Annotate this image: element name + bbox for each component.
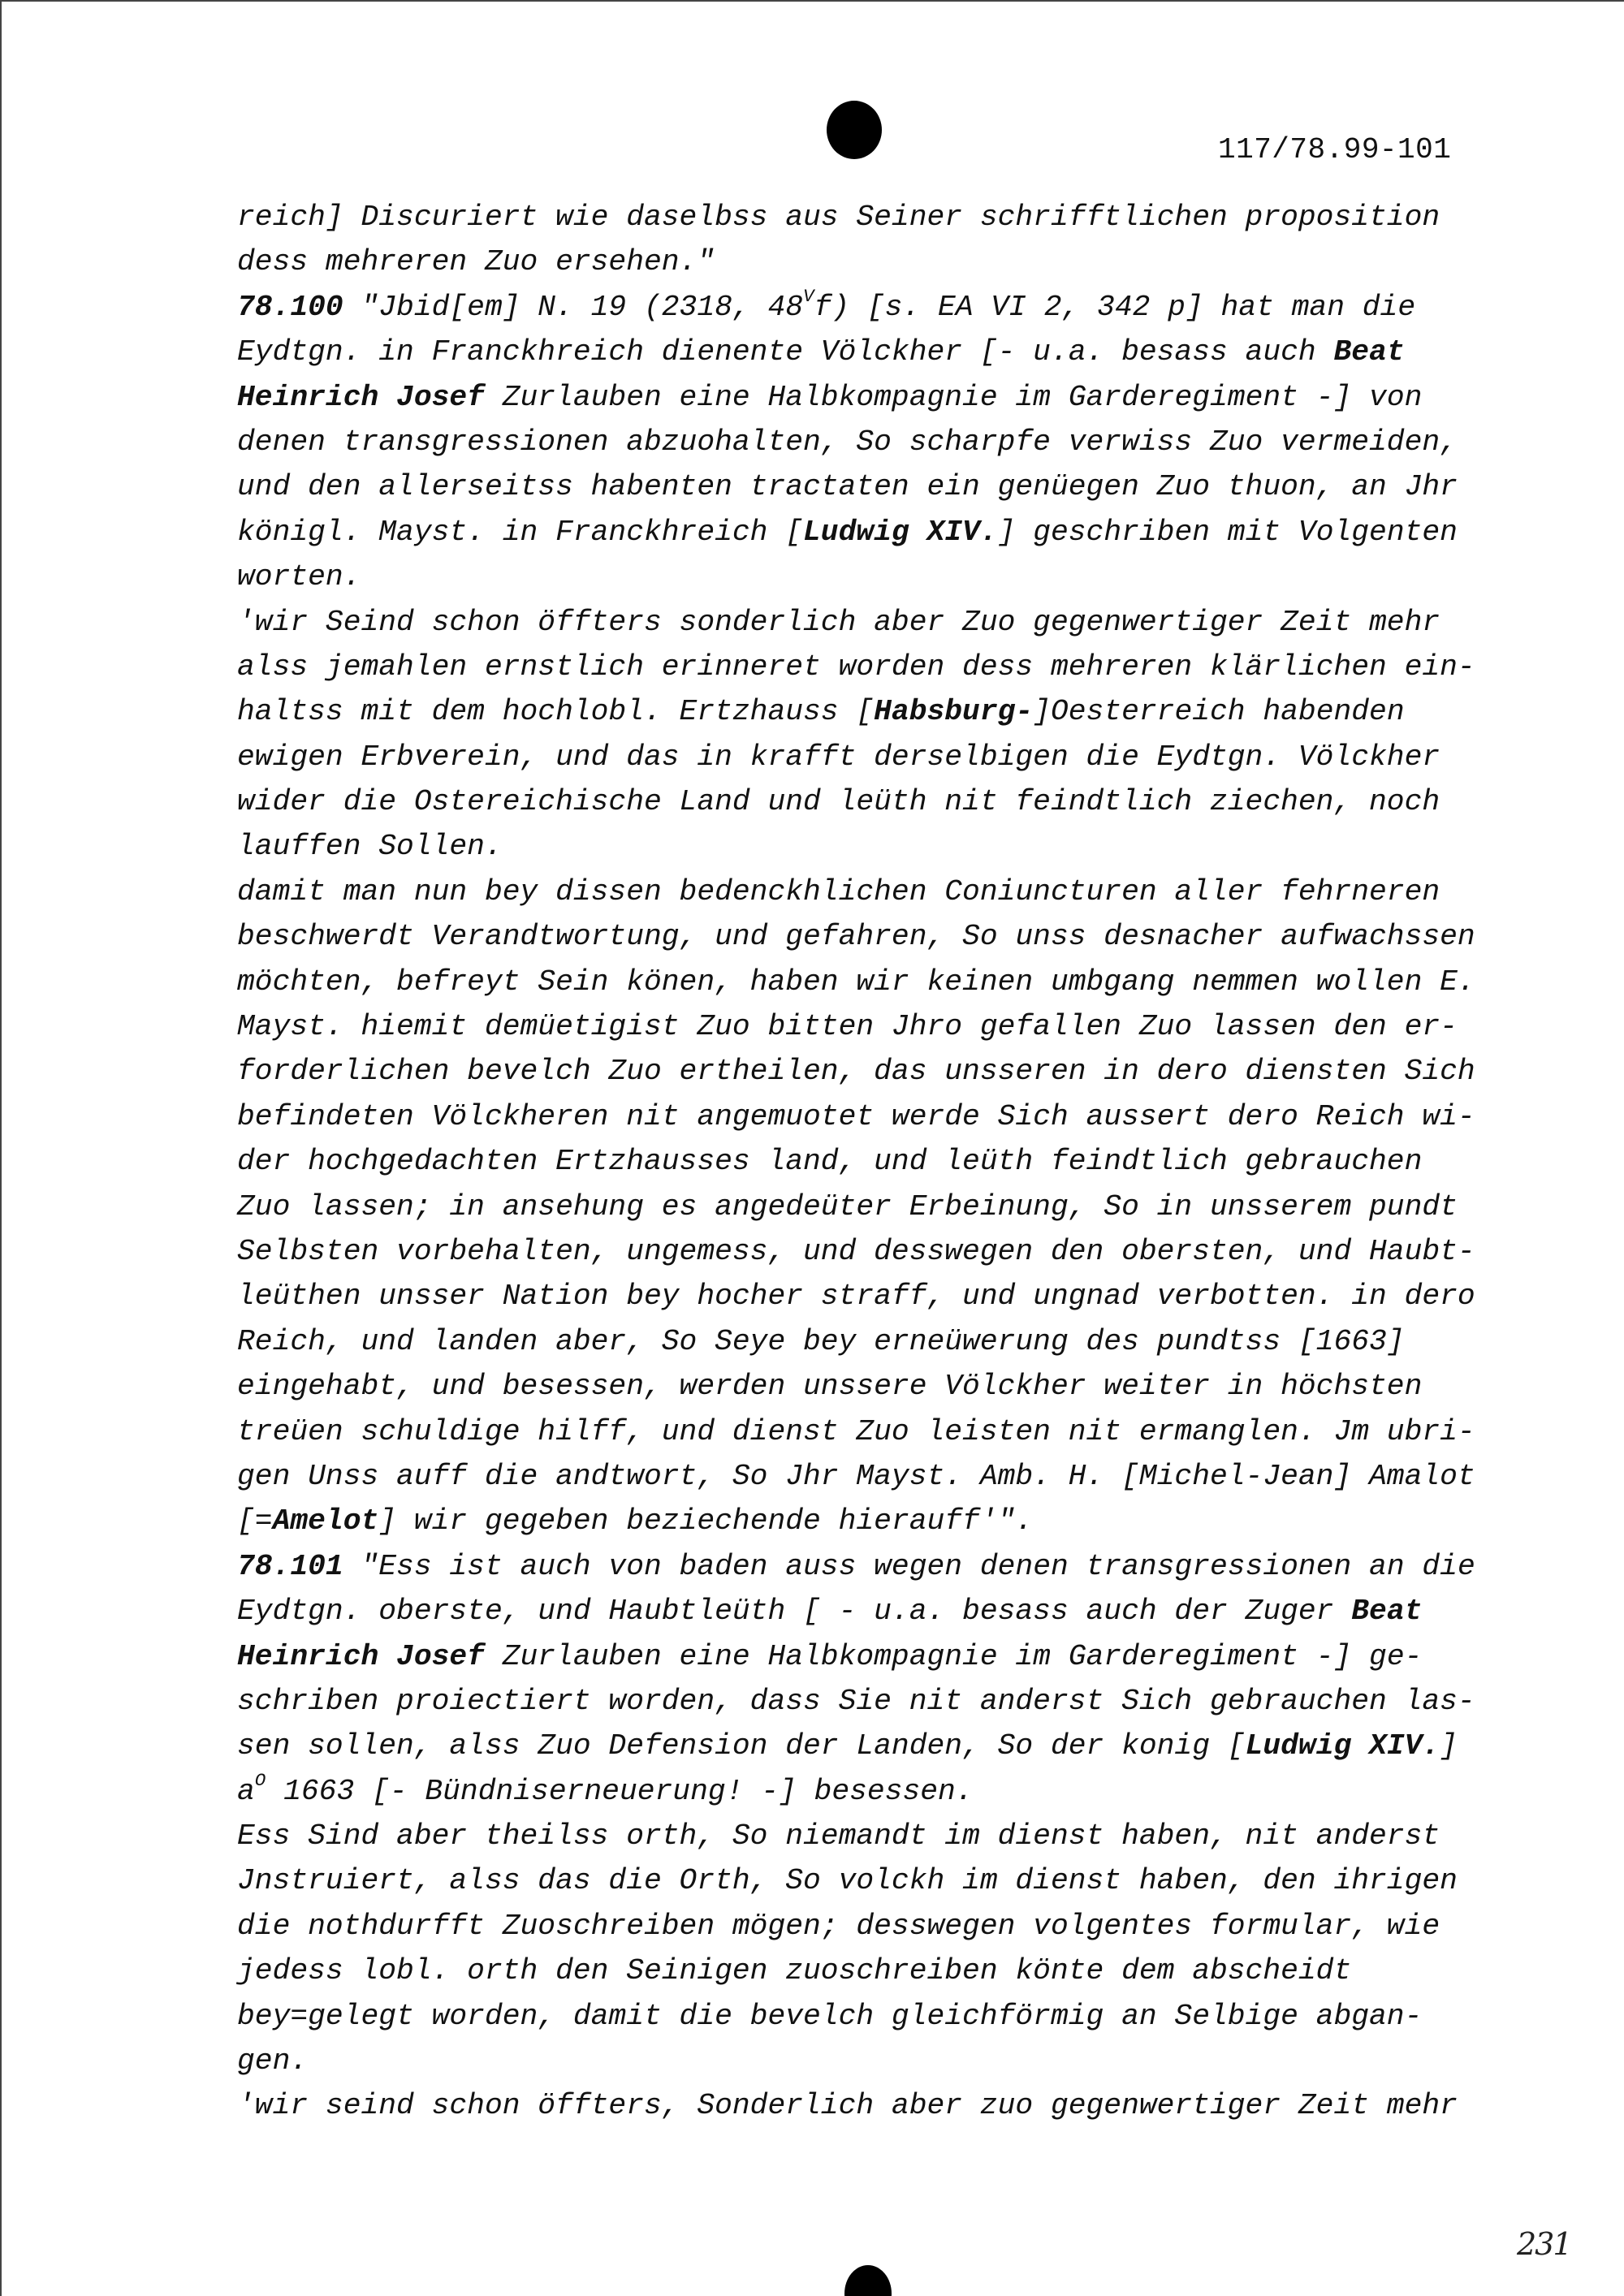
text-line <box>237 870 1504 914</box>
bold-text-run: Heinrich Josef <box>237 380 485 414</box>
text-line <box>237 2083 1504 2128</box>
text-run: eingehabt, und besessen, werden unssere Völckher weiter in höchsten <box>237 1370 1423 1404</box>
handwritten-page-number: 231 <box>1517 2226 1571 2262</box>
text-run: Mayst. hiemit demüetigist Zuo bitten Jhro gefallen Zuo lassen den er- <box>237 1010 1458 1044</box>
text-line <box>237 1139 1504 1184</box>
text-run: [= <box>237 1504 273 1539</box>
text-line <box>237 645 1504 689</box>
text-run: königl. Mayst. in Franckhreich [ <box>237 515 804 549</box>
text-run: dess mehreren Zuo ersehen." <box>237 245 715 279</box>
text-line <box>237 1544 1504 1589</box>
text-run: ] wir gegeben beziechende hierauff'". <box>378 1504 1034 1539</box>
text-run: a <box>237 1774 255 1808</box>
text-line <box>237 960 1504 1004</box>
text-line <box>237 1814 1504 1858</box>
text-line <box>237 600 1504 645</box>
text-run: der hochgedachten Ertzhausses land, und leüth feindtlich gebrauchen <box>237 1145 1423 1179</box>
text-line <box>237 1004 1504 1049</box>
text-line <box>237 1994 1504 2039</box>
scan-edge-top <box>0 0 1624 2</box>
text-line <box>237 914 1504 959</box>
text-line <box>237 375 1504 420</box>
text-run: gen Unss auff die andtwort, So Jhr Mayst. Amb. H. [Michel-Jean] Amalot <box>237 1459 1475 1493</box>
text-line <box>237 1185 1504 1229</box>
text-line <box>237 1229 1504 1274</box>
text-run: und den allerseitss habenten tractaten ein genüegen Zuo thuon, an Jhr <box>237 470 1458 504</box>
text-run: denen transgressionen abzuohalten, So scharpfe verwiss Zuo vermeiden, <box>237 425 1458 459</box>
punch-hole-bottom <box>844 2265 892 2296</box>
text-run: Reich, und landen aber, So Seye bey erneüwerung des pundtss [1663] <box>237 1324 1405 1358</box>
text-line <box>237 1949 1504 1993</box>
text-run: wider die Ostereichische Land und leüth nit feindtlich ziechen, noch <box>237 785 1440 819</box>
bold-text-run: Ludwig XIV. <box>1245 1729 1440 1763</box>
text-line <box>237 285 1504 330</box>
text-run: ] geschriben mit Volgenten <box>997 515 1458 549</box>
text-line <box>237 195 1504 240</box>
text-run: 'wir Seind schon öffters sonderlich aber Zuo gegenwertiger Zeit mehr <box>237 605 1440 639</box>
text-line <box>237 1094 1504 1139</box>
text-run: "Jbid[em] N. 19 (2318, 48 <box>343 290 804 324</box>
text-line <box>237 1769 1504 1814</box>
text-line <box>237 1499 1504 1543</box>
text-run: Ess Sind aber theilss orth, So niemandt im dienst haben, nit anderst <box>237 1819 1440 1854</box>
text-run: Zuo lassen; in ansehung es angedeüter Erbeinung, So in unsserem pundt <box>237 1189 1458 1224</box>
text-run: gen. <box>237 2044 309 2078</box>
text-line <box>237 1454 1504 1499</box>
text-run: Zurlauben eine Halbkompagnie im Garderegiment -] ge- <box>484 1639 1423 1673</box>
text-run: sen sollen, alss Zuo Defension der Landen, So der konig [ <box>237 1729 1246 1763</box>
text-run: alss jemahlen ernstlich erinneret worden dess mehreren klärlichen ein- <box>237 650 1475 684</box>
scan-edge-left <box>0 0 2 2296</box>
text-run: schriben proiectiert worden, dass Sie nit anderst Sich gebrauchen las- <box>237 1684 1475 1718</box>
text-line <box>237 779 1504 824</box>
text-line <box>237 1274 1504 1318</box>
text-run: befindeten Völckheren nit angemuotet werde Sich aussert dero Reich wi- <box>237 1099 1475 1133</box>
punch-hole-top <box>827 101 882 159</box>
bold-text-run: Beat <box>1333 335 1405 369</box>
text-run: möchten, befreyt Sein könen, haben wir keinen umbgang nemmen wollen E. <box>237 965 1475 999</box>
text-line <box>237 420 1504 464</box>
text-line <box>237 2039 1504 2083</box>
text-line <box>237 1724 1504 1768</box>
text-run: lauffen Sollen. <box>237 830 503 864</box>
text-run: beschwerdt Verandtwortung, und gefahren, So unss desnacher aufwachssen <box>237 920 1475 954</box>
bold-text-run: 78.100 <box>237 290 343 324</box>
text-run: haltss mit dem hochlobl. Ertzhauss [ <box>237 695 875 729</box>
superscript: O <box>254 1770 266 1792</box>
text-line <box>237 1319 1504 1364</box>
bold-text-run: Habsburg- <box>874 695 1034 729</box>
text-line <box>237 330 1504 374</box>
text-line <box>237 1904 1504 1949</box>
text-line <box>237 689 1504 734</box>
text-line <box>237 1679 1504 1724</box>
text-run: jedess lobl. orth den Seinigen zuoschreiben könte dem abscheidt <box>237 1954 1352 1988</box>
text-line <box>237 735 1504 779</box>
text-line <box>237 1858 1504 1903</box>
text-line <box>237 240 1504 284</box>
text-run: die nothdurfft Zuoschreiben mögen; desswegen volgentes formular, wie <box>237 1909 1440 1943</box>
text-run: damit man nun bey dissen bedenckhlichen Coniuncturen aller fehrneren <box>237 874 1440 908</box>
text-run: 'wir seind schon öffters, Sonderlich aber zuo gegenwertiger Zeit mehr <box>237 2089 1458 2123</box>
text-run: "Ess ist auch von baden auss wegen denen transgressionen an die <box>343 1549 1475 1583</box>
text-line <box>237 1049 1504 1094</box>
text-run: bey=gelegt worden, damit die bevelch gleichförmig an Selbige abgan- <box>237 1999 1423 2033</box>
text-run: treüen schuldige hilff, und dienst Zuo leisten nit ermanglen. Jm ubri- <box>237 1414 1475 1448</box>
text-run: ] <box>1440 1729 1458 1763</box>
text-run: reich] Discuriert wie daselbss aus Seiner schrifftlichen proposition <box>237 201 1440 234</box>
superscript: V <box>803 286 814 308</box>
document-reference: 117/78.99-101 <box>1218 133 1452 166</box>
text-run: Eydtgn. oberste, und Haubtleüth [ - u.a. besass auch der Zuger <box>237 1595 1352 1629</box>
text-run: Eydtgn. in Franckhreich dienente Völckher [- u.a. besass auch <box>237 335 1334 369</box>
text-run: Zurlauben eine Halbkompagnie im Garderegiment -] von <box>484 380 1423 414</box>
text-run: ]Oesterreich habenden <box>1033 695 1405 729</box>
document-body <box>237 195 1504 2129</box>
bold-text-run: Beat <box>1351 1595 1423 1629</box>
text-line <box>237 510 1504 555</box>
text-run: Selbsten vorbehalten, ungemess, und desswegen den obersten, und Haubt- <box>237 1234 1475 1268</box>
bold-text-run: Amelot <box>272 1504 379 1539</box>
text-run: leüthen unsser Nation bey hocher straff, und ungnad verbotten. in dero <box>237 1280 1475 1314</box>
bold-text-run: Heinrich Josef <box>237 1639 485 1673</box>
bold-text-run: Ludwig XIV. <box>803 515 998 549</box>
bold-text-run: 78.101 <box>237 1549 343 1583</box>
text-run: worten. <box>237 560 361 594</box>
text-line <box>237 1409 1504 1454</box>
text-run: f) [s. EA VI 2, 342 p] hat man die <box>814 290 1416 324</box>
text-line <box>237 1634 1504 1679</box>
text-run: forderlichen bevelch Zuo ertheilen, das unsseren in dero diensten Sich <box>237 1055 1475 1089</box>
text-line <box>237 824 1504 869</box>
text-line <box>237 1589 1504 1634</box>
text-run: ewigen Erbverein, und das in krafft derselbigen die Eydtgn. Völckher <box>237 740 1440 774</box>
text-line <box>237 1364 1504 1409</box>
text-run: Jnstruiert, alss das die Orth, So volckh im dienst haben, den ihrigen <box>237 1864 1458 1898</box>
text-line <box>237 555 1504 599</box>
text-line <box>237 464 1504 509</box>
text-run: 1663 [- Bündniserneuerung! -] besessen. <box>266 1774 974 1808</box>
